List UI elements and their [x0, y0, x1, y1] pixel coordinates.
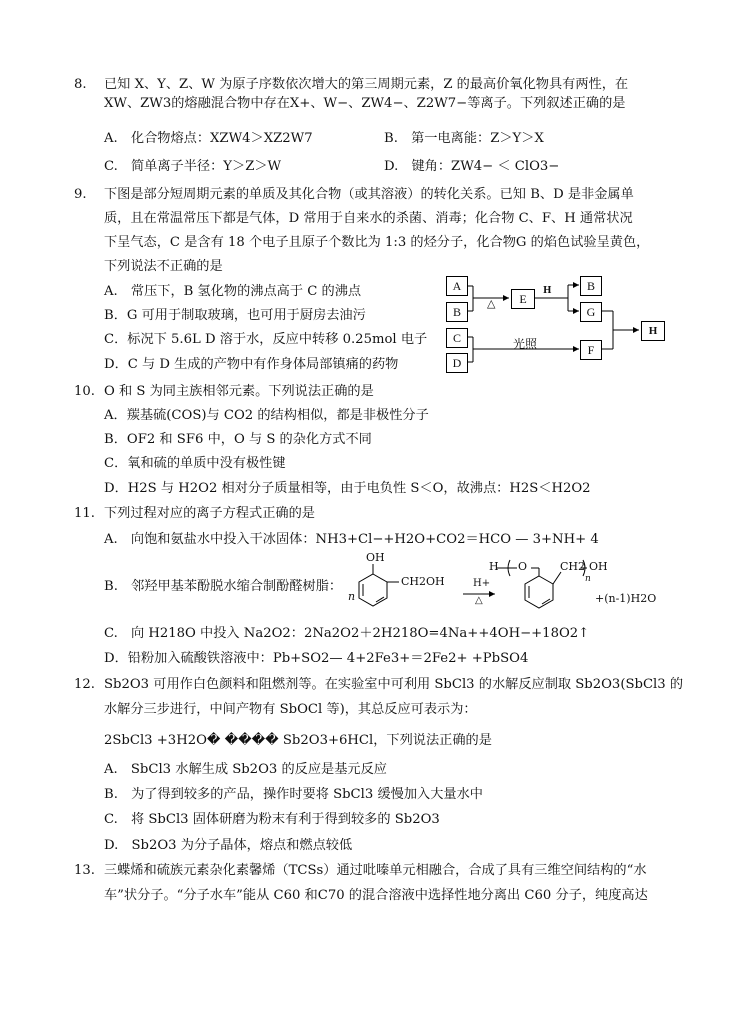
q11-option-c: C. 向 H218O 中投入 Na2O2：2Na2O2＋2H218O=4Na++4OH−+18O2↑ [104, 626, 590, 641]
box-h: H [641, 321, 665, 341]
q10-option-d: D．H2S 与 H2O2 相对分子质量相等，由于电负性 S＜O，故沸点：H2S＜H2O2 [104, 481, 591, 496]
q13-line2: 车”状分子。“分子水车”能从 C60 和C70 的混合溶液中选择性地分离出 C60 分子，纯度高达 [104, 888, 648, 903]
q11-number: 11. [74, 506, 95, 521]
q8-option-b: B. 第一电离能：Z＞Y＞X [384, 131, 544, 146]
product-h: H [489, 560, 499, 573]
reactant-ch2oh: CH2OH [401, 575, 445, 588]
q10-option-a: A．羰基硫(COS)与 CO2 的结构相似，都是非极性分子 [104, 408, 429, 423]
water-byproduct: +(n-1)H2O [595, 592, 657, 605]
q10-option-b: B．OF2 和 SF6 中，O 与 S 的杂化方式不同 [104, 432, 372, 447]
q12-option-a: A. SbCl3 水解生成 Sb2O3 的反应是基元反应 [104, 762, 387, 777]
box-b-right: B [580, 276, 602, 296]
q9-option-b: B．G 可用于制取玻璃，也可用于厨房去油污 [104, 308, 366, 323]
conversion-diagram [443, 273, 673, 378]
product-o: O [518, 560, 528, 573]
q12-option-d: D. Sb2O3 为分子晶体，熔点和燃点较低 [104, 838, 353, 853]
phenol-resin-reaction [345, 550, 665, 615]
q12-option-b: B. 为了得到较多的产品，操作时要将 SbCl3 缓慢加入大量水中 [104, 787, 483, 802]
q9-line4: 下列说法不正确的是 [104, 259, 223, 274]
q8-line2: XW、ZW3的熔融混合物中存在X+、W−、ZW4−、Z2W7−等离子。下列叙述正确的是 [104, 96, 626, 111]
q12-number: 12. [74, 677, 95, 692]
q10-stem: O 和 S 为同主族相邻元素。下列说法正确的是 [104, 384, 374, 399]
q9-option-a: A. 常压下，B 氢化物的沸点高于 C 的沸点 [104, 284, 362, 299]
q9-line3: 下呈气态，C 是含有 18 个电子且原子个数比为 1:3 的烃分子，化合物G 的焰色试验呈黄色， [104, 235, 650, 250]
q8-option-c: C. 简单离子半径：Y＞Z＞W [104, 159, 282, 174]
q13-number: 13. [74, 863, 95, 878]
q11-option-a: A. 向饱和氨盐水中投入干冰固体：NH3+Cl−+H2O+CO2＝HCO — 3+NH+ 4 [104, 532, 599, 547]
q8-option-a: A. 化合物熔点：XZW4＞XZ2W7 [104, 131, 313, 146]
catalyst-h-plus: H+ [473, 578, 491, 589]
q8-line1: 已知 X、Y、Z、W 为原子序数依次增大的第三周期元素，Z 的最高价氧化物具有两性，在 [104, 77, 629, 92]
diagram-lines [443, 273, 673, 378]
q9-option-c: C．标况下 5.6L D 溶于水，反应中转移 0.25mol 电子 [104, 332, 428, 347]
q12-line2: 水解分三步进行，中间产物有 SbOCl 等)，其总反应可表示为： [104, 702, 477, 717]
box-g: G [580, 302, 602, 322]
q11-option-b: B. 邻羟甲基苯酚脱水缩合制酚醛树脂： [104, 579, 343, 594]
q10-number: 10. [74, 384, 95, 399]
box-d: D [446, 353, 468, 373]
q10-option-c: C．氧和硫的单质中没有极性键 [104, 456, 286, 471]
q11-option-d: D．铅粉加入硫酸铁溶液中：Pb+SO2— 4+2Fe3+＝2Fe2+ +PbSO4 [104, 651, 529, 666]
q12-line3: 2SbCl3 +3H2O� ���� Sb2O3+6HCl，下列说法正确的是 [104, 733, 492, 748]
q8-option-d: D. 键角：ZW4− ＜ ClO3− [384, 159, 560, 174]
reactant-n: n [348, 590, 356, 603]
reaction-heat: △ [475, 595, 483, 606]
arrow-label-h: H [543, 286, 552, 296]
box-a: A [446, 276, 468, 296]
light-label: 光照 [513, 337, 538, 351]
box-c: C [446, 328, 468, 348]
reaction-drawing [345, 550, 665, 615]
q9-line1: 下图是部分短周期元素的单质及其化合物（或其溶液）的转化关系。已知 B、D 是非金属单 [104, 187, 634, 202]
q9-option-d: D．C 与 D 生成的产物中有作身体局部镇痛的药物 [104, 357, 399, 372]
q13-line1: 三蝶烯和硫族元素杂化素馨烯（TCSs）通过吡嗪单元相融合，合成了具有三维空间结构的“水 [104, 863, 647, 878]
heat-symbol: △ [487, 297, 496, 310]
reactant-oh: OH [366, 551, 385, 564]
q12-line1: Sb2O3 可用作白色颜料和阻燃剂等。在实验室中可利用 SbCl3 的水解反应制取 Sb2O3(SbCl3 的 [104, 677, 684, 692]
q9-line2: 质，且在常温常压下都是气体，D 常用于自来水的杀菌、消毒；化合物 C、F、H 通常状况 [104, 211, 633, 226]
product-n: n [585, 574, 591, 584]
product-oh: OH [589, 560, 608, 573]
q11-stem: 下列过程对应的离子方程式正确的是 [104, 506, 315, 521]
q9-number: 9. [74, 187, 87, 202]
q12-option-c: C. 将 SbCl3 固体研磨为粉末有利于得到较多的 Sb2O3 [104, 812, 440, 827]
product-ch2: CH2 [560, 560, 586, 573]
box-f: F [580, 340, 602, 360]
q8-number: 8. [74, 77, 87, 92]
box-b-left: B [446, 302, 468, 322]
box-e: E [511, 289, 535, 309]
